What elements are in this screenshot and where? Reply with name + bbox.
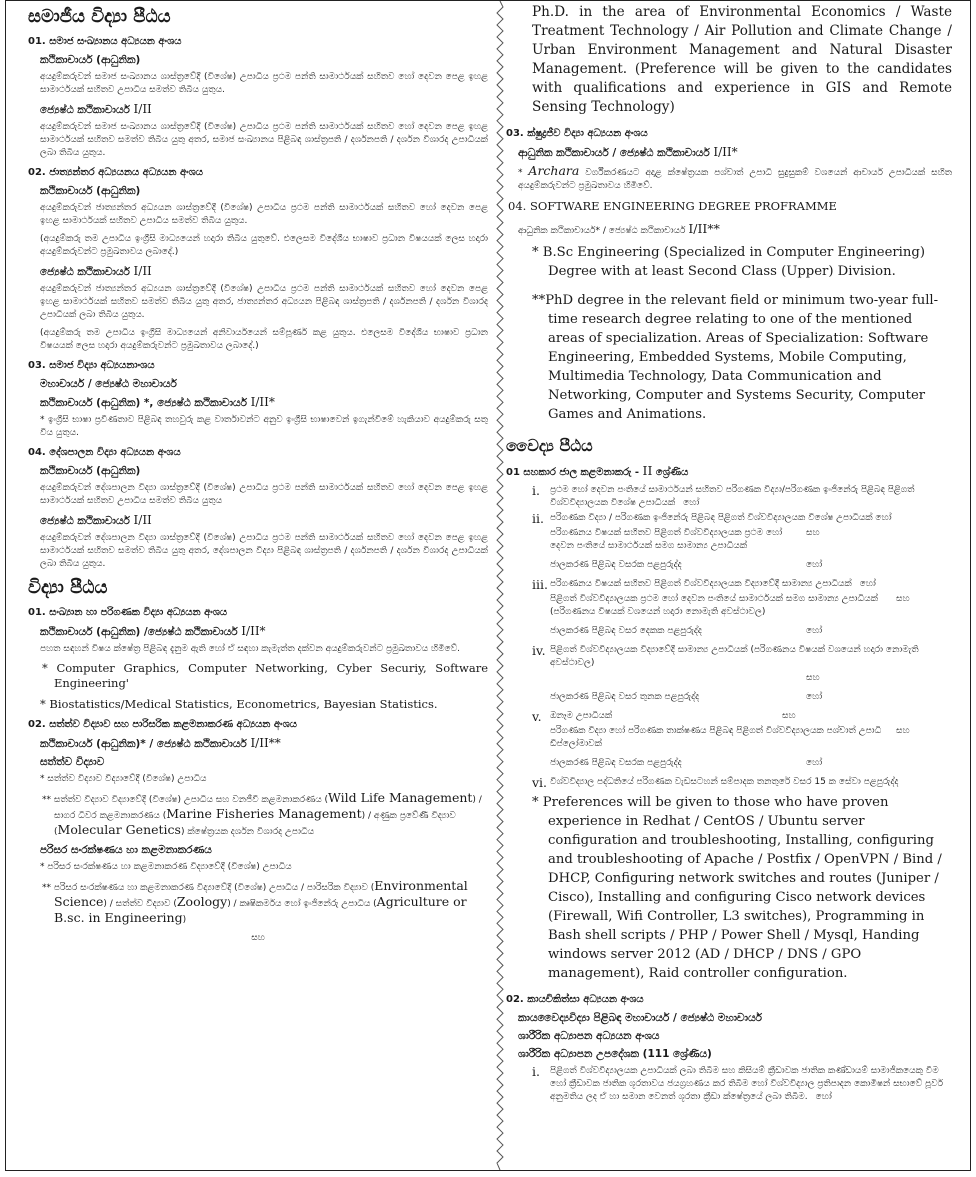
qualification-subitem: සහ [806, 673, 820, 683]
qualification-text: අයදුම්කරුවන් දේශපාලන විද්‍යා ශාස්ත්‍රවේදී (විශේෂ) උපාධිය ප්‍රථම පන්ති සාමාර්ථයක් සහිතව හෝ දෙවන පෙළ ඉහළ සාමාර්ථයක් සහිතව සමත්ව තිබිය යුතු අතර, දේශපාලන විද්‍යා පිළිබඳ ශාස්ත්‍රපති / දර්ශනපති / දර්ශන විශාරද උපාධියක් ලබා තිබිය යුතුය. [40, 533, 488, 569]
qualification-text: * පරිසර සංරක්ෂණය හා කළමනාකරණ විද්‍යාවේදී (විශේෂ) උපාධිය [40, 862, 292, 872]
qualification-note: * ඉංග්‍රීසි භාෂා ප්‍රවීණතාව පිළිබඳ තහවුරු කළ වාර්තාවන්ට අනුව ඉංග්‍රීසි භාෂාවෙන් ඉගැන්වීමේ හැකියාව අයදුම්කරු සතු විය යුතුය. [40, 415, 488, 438]
advertisement-page [5, 0, 971, 1171]
post-probationary-lecturer: කථිකාචාර්ය (ආධුනික) [40, 465, 141, 477]
subheading-environmental-conservation: පරිසර සංරක්ෂණය හා කළමනාකරණය [40, 844, 212, 856]
dept-international-studies: 02. ජාත්‍යන්තර අධ්‍යයනය අධ්‍යයන අංශය [28, 167, 204, 178]
qualification-note: (අයදුම්කරු තම උපාධිය ඉංග්‍රීසි මාධ්‍යයෙන් අනිවාර්යයෙන් සම්පූර්ණ කළ යුතුය. එලෙසම විදේශීය භාෂාව ප්‍රධාන විෂයයක් ලෙස හදාරා අයදුම්කරුවන්ට ප්‍රමුඛතාවය ලබාදේ.) [40, 328, 488, 351]
qualification-item: iv. පිළිගත් විශ්වවිද්‍යාලයක විද්‍යාවේදී සාමාන්‍ය උපාධියක් (පරිගණනය විෂයක් වශයෙන් හදාරා නොමැති අවස්ථාවල) [532, 643, 919, 668]
qualification-subitem: ජාලකරණ පිළිබඳ වසර තුනක පළපුරුද්ද හෝ [550, 692, 823, 702]
dept-physical-education: ශාරීරික අධ්‍යාපන අධ්‍යයන අංශය [518, 1030, 660, 1042]
qualification-text: අයදුම්කරුවන් සමාජ සංඛ්‍යානය ශාස්ත්‍රවේදී (විශේෂ) උපාධිය ප්‍රථම පන්ති සාමාර්ථයක් සහිතව හෝ දෙවන පෙළ ඉහළ සාමාර්ථයක් සහිතව සමත්ව තිබිය යුතු අතර, සමාජ සංඛ්‍යානය පිළිබඳ ශාස්ත්‍රපති / දර්ශනපති / දර්ශන විශාරද උපාධියක් ලබා තිබිය යුතුය. [40, 122, 488, 158]
faculty-medicine-heading: වෛද්‍ය පීඨය [506, 436, 593, 455]
preferences-note: * Preferences will be given to those who have proven experience in Redhat / CentOS / Ubuntu server configuration and troubleshooting, Installing, configuring and troubleshooting of Apache / Postfix / OpenVPN / Bind / DHCP, Configuring network switches and routes (Juniper / Cisco), Installing and configuring Cisco network devices (Firewall, Wifi Controller, L3 switches), Programming in Bash shell scripts / PHP / Power Shell / Mysql, Handing windows server 2012 (AD / DHCP / DNS / GPO management), Raid controller configuration. [532, 795, 942, 981]
preferred-fields-statistics: * Biostatistics/Medical Statistics, Econometrics, Bayesian Statistics. [40, 697, 438, 711]
post-senior-lecturer: ජ්‍යෙෂ්ඨ කථිකාචාර්ය I/II [40, 513, 152, 527]
qualification-item: vi. විශ්වවිද්‍යාල පද්ධතියේ පරිගණක වැඩසටහන් සම්පාදක තනතුරේ වසර 15 ක සේවා පළපුරුද්ද [532, 775, 899, 790]
qualification-note: (අයදුම්කරු තම උපාධිය ඉංග්‍රීසි මාධ්‍යයෙන් හදාරා තිබිය යුතුවේ. එලෙසම විදේශීය භාෂාව ප්‍රධාන විෂයයක් ලෙස හදාරා අයදුම්කරුවන්ට ප්‍රමුඛතාවය ලබාදේ.) [40, 234, 488, 257]
qualification-item: iii. පරිගණනය විෂයක් සහිතව පිළිගත් විශ්වවිද්‍යාලයක විද්‍යාවේදී සාමාන්‍ය උපාධියක් හෝ [532, 577, 876, 592]
dept-political-science: 04. දේශපාලන විද්‍යා අධ්‍යයන අංශය [28, 447, 181, 458]
qualification-item: i. පිළිගත් විශ්වවිද්‍යාලයක උපාධියක් ලබා තිබීම සහ කිසියම් ක්‍රීඩාවක ජාතික කණ්ඩායම් සාමාජිකයෙකු වීම හෝ ක්‍රීඩාවක ජාතික ශූරතාවය ජයග්‍රහණය කර තිබීම හෝ විශ්වවිද්‍යාල ප්‍රතිපාදන කොමිෂන් සභාවේ පූර්ව අනුමතිය ලද ඒ හා සමාන වෙනත් ශූරතා ක්‍රීඩා ක්ෂේත්‍රයේ ලබා තිබීම. හෝ [532, 1064, 944, 1102]
qualification-text: ** සත්ත්ව විද්‍යාව විද්‍යාවේදී (විශේෂ) උපාධිය සහ වනජීවී කළමනාකරණය (Wild Life Management) / සාගර ධීවර කළමනාකරණය (Marine Fisheries Management) / අණුක ප්‍රවේණි විද්‍යාව (Molecular Genetics) ක්ෂේත්‍රයක දර්ශන විශාරද උපාධිය [42, 790, 482, 837]
dept-medicine: 02. කායචිකිත්සා අධ්‍යයන අංශය [506, 994, 644, 1005]
qualification-subitem: ජාලකරණ පිළිබඳ වසර දෙකක පළපුරුද්ද හෝ [550, 626, 823, 636]
dept-social-statistics: 01. සමාජ සංඛ්‍යානය අධ්‍යයන අංශය [28, 36, 182, 47]
dept-statistics-computer-science: 01. සංඛ්‍යාන හා පරිගණක විද්‍යා අධ්‍යයන අංශය [28, 607, 228, 618]
post-probationary-lecturer: කථිකාචාර්ය (ආධුනික) [40, 54, 141, 66]
post-senior-lecturer: ජ්‍යෙෂ්ඨ කථිකාචාර්ය I/II [40, 264, 152, 278]
qualification-text: * සත්ත්ව විද්‍යාව විද්‍යාවේදී (විශේෂ) උපාධිය [40, 774, 207, 784]
left-column [28, 3, 488, 943]
qualification-item: i. ප්‍රථම හෝ දෙවන පංතියේ සාමාර්ථයන් සහිතව පරිගණක විද්‍යා/පරිගණක ඉංජිනේරු පිළිබඳ පිළිගත් විශ්වවිද්‍යාලයක විශේෂ උපාධියක් හෝ [532, 483, 915, 508]
qualification-text: ** පරිසර සංරක්ෂණය හා කළමනාකරණ විද්‍යාවේදී (විශේෂ) උපාධිය / පාරිසරික විද්‍යාව (Environmental Science) / සත්ත්ව විද්‍යාව (Zoology) / කෘෂිකර්මය හෝ ඉංජිනේරු උපාධිය (Agriculture or B.sc. in Engineering) [42, 878, 468, 925]
post-lecturer-senior-lecturer: කථිකාචාර්ය (ආධුනික)* / ජ්‍යෙෂ්ඨ කථිකාචාර්ය I/II** [40, 736, 281, 750]
phd-requirement-text: Ph.D. in the area of Environmental Economics / Waste Treatment Technology / Air Pollution and Climate Change / Urban Environment Management and Natural Disaster Management. (Preference will be given to the candidates with qualifications and experience in GIS and Remote Sensing Technology) [532, 4, 952, 115]
post-professor: මහාචාර්ය / ජ්‍යෙෂ්ඨ මහාචාර්ය [40, 378, 177, 390]
subheading-zoology: සත්ත්ව විද්‍යාව [40, 756, 105, 768]
post-lecturer-senior-lecturer: කථිකාචාර්ය (ආධුනික) *, ජ්‍යෙෂ්ඨ කථිකාචාර්ය I/II* [40, 395, 275, 409]
bsc-engineering-requirement: * B.Sc Engineering (Specialized in Computer Engineering) Degree with at least Second Class (Upper) Division. [532, 245, 925, 279]
qualification-text: අයදුම්කරුවන් ජාත්‍යන්තර අධ්‍යයන ශාස්ත්‍රවේදී (විශේෂ) උපාධිය ප්‍රථම පන්ති සාමාර්ථයක් සහිතව හෝ දෙවන පෙළ ඉහළ සාමාර්ථයක් සහිතව සමත්ව තිබිය යුතු අතර, ජාත්‍යන්තර අධ්‍යයන පිළිබඳ ශාස්ත්‍රපති / දර්ශනපති / දර්ශන විශාරද උපාධියක් ලබා තිබිය යුතුය. [40, 284, 488, 320]
software-engineering-programme-heading: 04. SOFTWARE ENGINEERING DEGREE PROFRAMME [508, 199, 837, 213]
qualification-subitem: පිළිගත් විශ්වවිද්‍යාලයක ප්‍රථම හෝ දෙවන පංතියේ සාමාර්ථයක් සමග සාමාන්‍ය උපාධියක් (පරිගණනය විෂයක් වශයෙන් හදාරා නොමැති අවස්ථාවල) සහ [550, 594, 910, 617]
qualification-subitem: ජාලකරණ පිළිබඳ වසරක පළපුරුද්ද හෝ [550, 758, 823, 768]
qualification-text: අයදුම්කරුවන් සමාජ සංඛ්‍යානය ශාස්ත්‍රවේදී (විශේෂ) උපාධිය ප්‍රථම පන්ති සාමාර්ථයක් සහිතව හෝ දෙවන පෙළ ඉහළ සාමාර්ථයක් සහිතව උපාධිය සමත්ව තිබිය යුතුය. [40, 72, 488, 95]
qualification-text: පහත සඳහන් විෂය ක්ෂේත්‍ර පිළිබඳ දැනුම ඇති හෝ ඒ සඳහා කැමැත්ත දක්වන අයදුම්කරුවන්ට ප්‍රමුඛතාවය හිමිවේ. [40, 644, 461, 654]
qualification-subitem: පරිගණනය විෂයක් සහිතව පිළිගත් විශ්වවිද්‍යාලයක ප්‍රථම හෝ දෙවන පංතියේ සාමාර්ථයක් සමග සාමාන්‍ය උපාධියක් සහ [550, 528, 820, 551]
qualification-text: අයදුම්කරුවන් දේශපාලන විද්‍යා ශාස්ත්‍රවේදී (විශේෂ) උපාධිය ප්‍රථම පන්ති සාමාර්ථයක් සහිතව හෝ දෙවන පෙළ ඉහළ සාමාර්ථයක් සහිතව උපාධිය සමත්ව තිබිය යුතුය [40, 483, 488, 506]
faculty-science-heading: විද්‍යා පීඨය [28, 577, 108, 598]
post-lecturer-senior-lecturer: ආධුනික කථිකාචාර්ය* / ජ්‍යෙෂ්ඨ කථිකාචාර්ය I/II** [518, 221, 720, 236]
qualification-note: * Archara වර්ගීකරණයට අදාළ ක්ෂේත්‍රයක පශ්චාත් උපාධි සුදුසුකම් වශයෙන් ආචාර්ය උපාධියක් සහිත අයදුම්කරුවන්ට ප්‍රමුඛතාවය හිමිවේ. [518, 163, 952, 191]
post-lecturer-senior-lecturer: ආධුනික කථිකාචාර්ය / ජ්‍යෙෂ්ඨ කථිකාචාර්ය I/II* [518, 145, 738, 159]
qualification-subitem: පරිගණක විද්‍යා හෝ පරිගණක තාක්ෂණය පිළිබඳ පිළිගත් විශ්වවිද්‍යාලයක පශ්චාත් උපාධි ඩිප්ලෝමාවක් සහ [550, 726, 910, 749]
dept-sociology: 03. සමාජ විද්‍යා අධ්‍යයනාංශය [28, 360, 155, 371]
qualification-item: ii. පරිගණක විද්‍යා / පරිගණක ඉංජිනේරු පිළිබඳ පිළිගත් විශ්වවිද්‍යාලයක විශේෂ උපාධියක් හෝ [532, 511, 892, 526]
dept-microbiology: 03. ක්ෂුද්‍රජීව විද්‍යා අධ්‍යයන අංශය [506, 128, 648, 139]
qualification-subitem: ජාලකරණ පිළිබඳ වසරක පළපුරුද්ද හෝ [550, 560, 823, 570]
dept-zoology-environment: 02. සත්ත්ව විද්‍යාව සහ පාරිසරික කළමනාකරණ අධ්‍යයන අංශය [28, 719, 297, 730]
qualification-text: අයදුම්කරුවන් ජාත්‍යන්තර අධ්‍යයන ශාස්ත්‍රවේදී (විශේෂ) උපාධිය ප්‍රථම පන්ති සාමාර්ථයක් සහිතව හෝ දෙවන පෙළ ඉහළ සාමාර්ථයක් සහිතව උපාධිය සමත්ව තිබිය යුතුය. [40, 203, 488, 226]
post-probationary-lecturer: කථිකාචාර්ය (ආධුනික) [40, 185, 141, 197]
post-senior-lecturer: ජ්‍යෙෂ්ඨ කථිකාචාර්ය I/II [40, 102, 152, 116]
right-column [506, 3, 952, 1106]
post-professor-medicine: කායවෛද්‍යවිද්‍යා පිළිබඳ මහාචාර්ය / ජ්‍යෙෂ්ඨ මහාචාර්ය [518, 1012, 762, 1024]
conjunction-and: සහ [251, 933, 265, 943]
faculty-social-sciences-heading: සමාජීය විද්‍යා පීඨය [28, 6, 171, 27]
post-assistant-network-manager: 01 සහකාර ජාල කළමනාකරු - II ශ්‍රේණිය [506, 463, 689, 478]
preferred-fields-computing: * Computer Graphics, Computer Networking, Cyber Securiy, Software Engineering' [42, 661, 488, 690]
qualification-item: v. ඔනෑම උපාධියක් සහ [532, 709, 796, 724]
zigzag-column-divider [494, 1, 506, 1170]
post-physical-education-instructor: ශාරීරික අධ්‍යාපන උපදේශක (111 ශ්‍රේණිය) [518, 1048, 712, 1060]
phd-specialization-requirement: **PhD degree in the relevant field or minimum two-year full-time research degree relating to one of the mentioned areas of specialization. Areas of Specialization: Software Engineering, Embedded Systems, Mobile Computing, Multimedia Technology, Data Communication and Networking, Computer and Systems Security, Computer Games and Animations. [532, 293, 939, 422]
post-lecturer-senior-lecturer: කථිකාචාර්ය (ආධුනික) /ජ්‍යෙෂ්ඨ කථිකාචාර්ය I/II* [40, 624, 266, 638]
